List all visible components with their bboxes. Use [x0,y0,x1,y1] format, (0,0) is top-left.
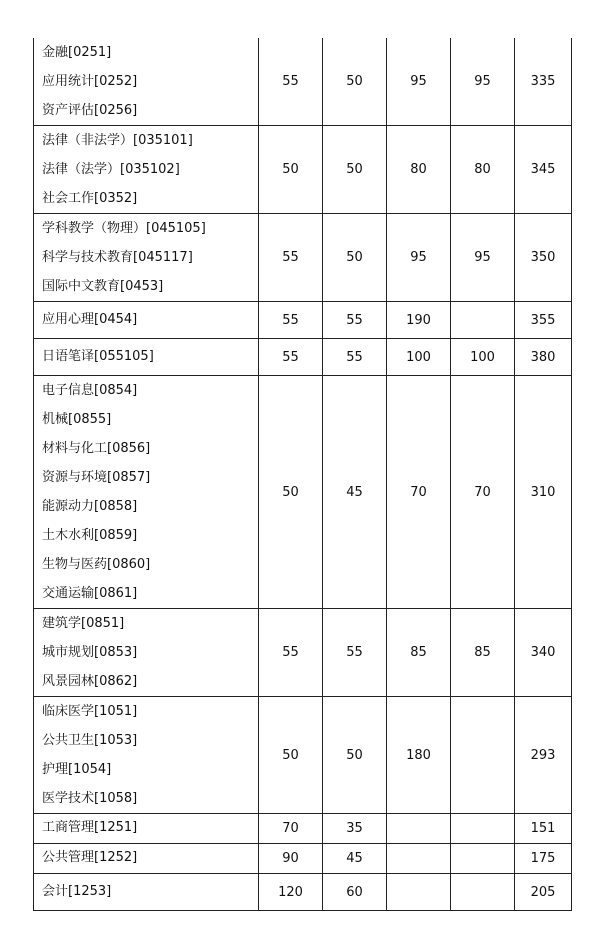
politics-score-cell: 70 [259,814,323,844]
major-cell [34,609,259,697]
table-row [34,214,572,302]
foreign-language-score-cell: 35 [323,814,387,844]
major-name: 土木水利[0859] [42,528,138,543]
foreign-language-score-cell: 50 [323,38,387,126]
politics-score-cell: 120 [259,874,323,911]
politics-score-cell: 50 [259,126,323,214]
major-name: 能源动力[0858] [42,499,138,514]
course2-score-cell: 85 [451,609,515,697]
course1-score-cell: 95 [387,38,451,126]
politics-score-cell: 50 [259,697,323,814]
major-name: 应用心理[0454] [42,311,138,327]
total-score-cell: 205 [515,874,572,911]
table-body [34,38,572,911]
major-cell [34,38,259,126]
major-name: 临床医学[1051] [42,704,138,719]
course2-score-cell: 95 [451,214,515,302]
course2-score-cell: 70 [451,376,515,609]
foreign-language-score-cell: 50 [323,214,387,302]
major-name: 法律（法学）[035102] [42,162,180,177]
total-score-cell: 310 [515,376,572,609]
major-name: 国际中文教育[0453] [42,279,164,294]
major-name: 电子信息[0854] [42,383,138,398]
table-row [34,302,572,339]
total-score-cell: 151 [515,814,572,844]
major-cell [34,214,259,302]
foreign-language-score-cell: 55 [323,339,387,376]
major-name: 社会工作[0352] [42,191,138,206]
course2-score-cell [451,874,515,911]
table-row [34,609,572,697]
major-name: 工商管理[1251] [42,820,138,835]
politics-score-cell: 55 [259,302,323,339]
course1-score-cell: 95 [387,214,451,302]
course2-score-cell [451,844,515,874]
major-name: 学科教学（物理）[045105] [42,221,206,236]
table-row [34,697,572,814]
total-score-cell: 350 [515,214,572,302]
major-name: 医学技术[1058] [42,791,138,806]
major-cell [34,697,259,814]
course1-score-cell: 80 [387,126,451,214]
table-row [34,874,572,911]
foreign-language-score-cell: 45 [323,376,387,609]
major-name: 法律（非法学）[035101] [42,133,193,148]
score-line-table [33,38,572,911]
major-name: 会计[1253] [42,883,112,899]
total-score-cell: 175 [515,844,572,874]
politics-score-cell: 55 [259,214,323,302]
politics-score-cell: 55 [259,38,323,126]
politics-score-cell: 55 [259,339,323,376]
total-score-cell: 345 [515,126,572,214]
foreign-language-score-cell: 50 [323,697,387,814]
major-cell [34,844,259,874]
major-name: 交通运输[0861] [42,586,138,601]
total-score-cell: 293 [515,697,572,814]
politics-score-cell: 55 [259,609,323,697]
total-score-cell: 355 [515,302,572,339]
course1-score-cell: 70 [387,376,451,609]
course1-score-cell: 190 [387,302,451,339]
major-name: 资源与环境[0857] [42,470,151,485]
major-cell [34,874,259,911]
major-name: 公共管理[1252] [42,850,138,865]
table-row [34,376,572,609]
table-row [34,38,572,126]
politics-score-cell: 90 [259,844,323,874]
foreign-language-score-cell: 55 [323,302,387,339]
major-name: 公共卫生[1053] [42,733,138,748]
course2-score-cell [451,697,515,814]
foreign-language-score-cell: 55 [323,609,387,697]
course2-score-cell: 95 [451,38,515,126]
major-name: 应用统计[0252] [42,74,138,89]
course1-score-cell [387,844,451,874]
major-name: 资产评估[0256] [42,103,138,118]
major-name: 护理[1054] [42,762,112,777]
major-name: 生物与医药[0860] [42,557,151,572]
major-name: 城市规划[0853] [42,645,138,660]
total-score-cell: 340 [515,609,572,697]
foreign-language-score-cell: 50 [323,126,387,214]
table-row [34,126,572,214]
major-name: 风景园林[0862] [42,674,138,689]
course2-score-cell [451,814,515,844]
course1-score-cell: 85 [387,609,451,697]
course1-score-cell [387,874,451,911]
foreign-language-score-cell: 60 [323,874,387,911]
course2-score-cell: 80 [451,126,515,214]
table-row [34,814,572,844]
major-name: 材料与化工[0856] [42,441,151,456]
major-cell [34,376,259,609]
major-name: 金融[0251] [42,45,112,60]
total-score-cell: 380 [515,339,572,376]
course2-score-cell [451,302,515,339]
course2-score-cell: 100 [451,339,515,376]
course1-score-cell: 100 [387,339,451,376]
major-name: 日语笔译[055105] [42,348,154,364]
major-cell [34,814,259,844]
major-cell [34,126,259,214]
major-name: 科学与技术教育[045117] [42,250,193,265]
table-row [34,339,572,376]
major-cell [34,339,259,376]
course1-score-cell [387,814,451,844]
course1-score-cell: 180 [387,697,451,814]
major-name: 建筑学[0851] [42,616,125,631]
politics-score-cell: 50 [259,376,323,609]
major-cell [34,302,259,339]
foreign-language-score-cell: 45 [323,844,387,874]
total-score-cell: 335 [515,38,572,126]
table-row [34,844,572,874]
major-name: 机械[0855] [42,412,112,427]
